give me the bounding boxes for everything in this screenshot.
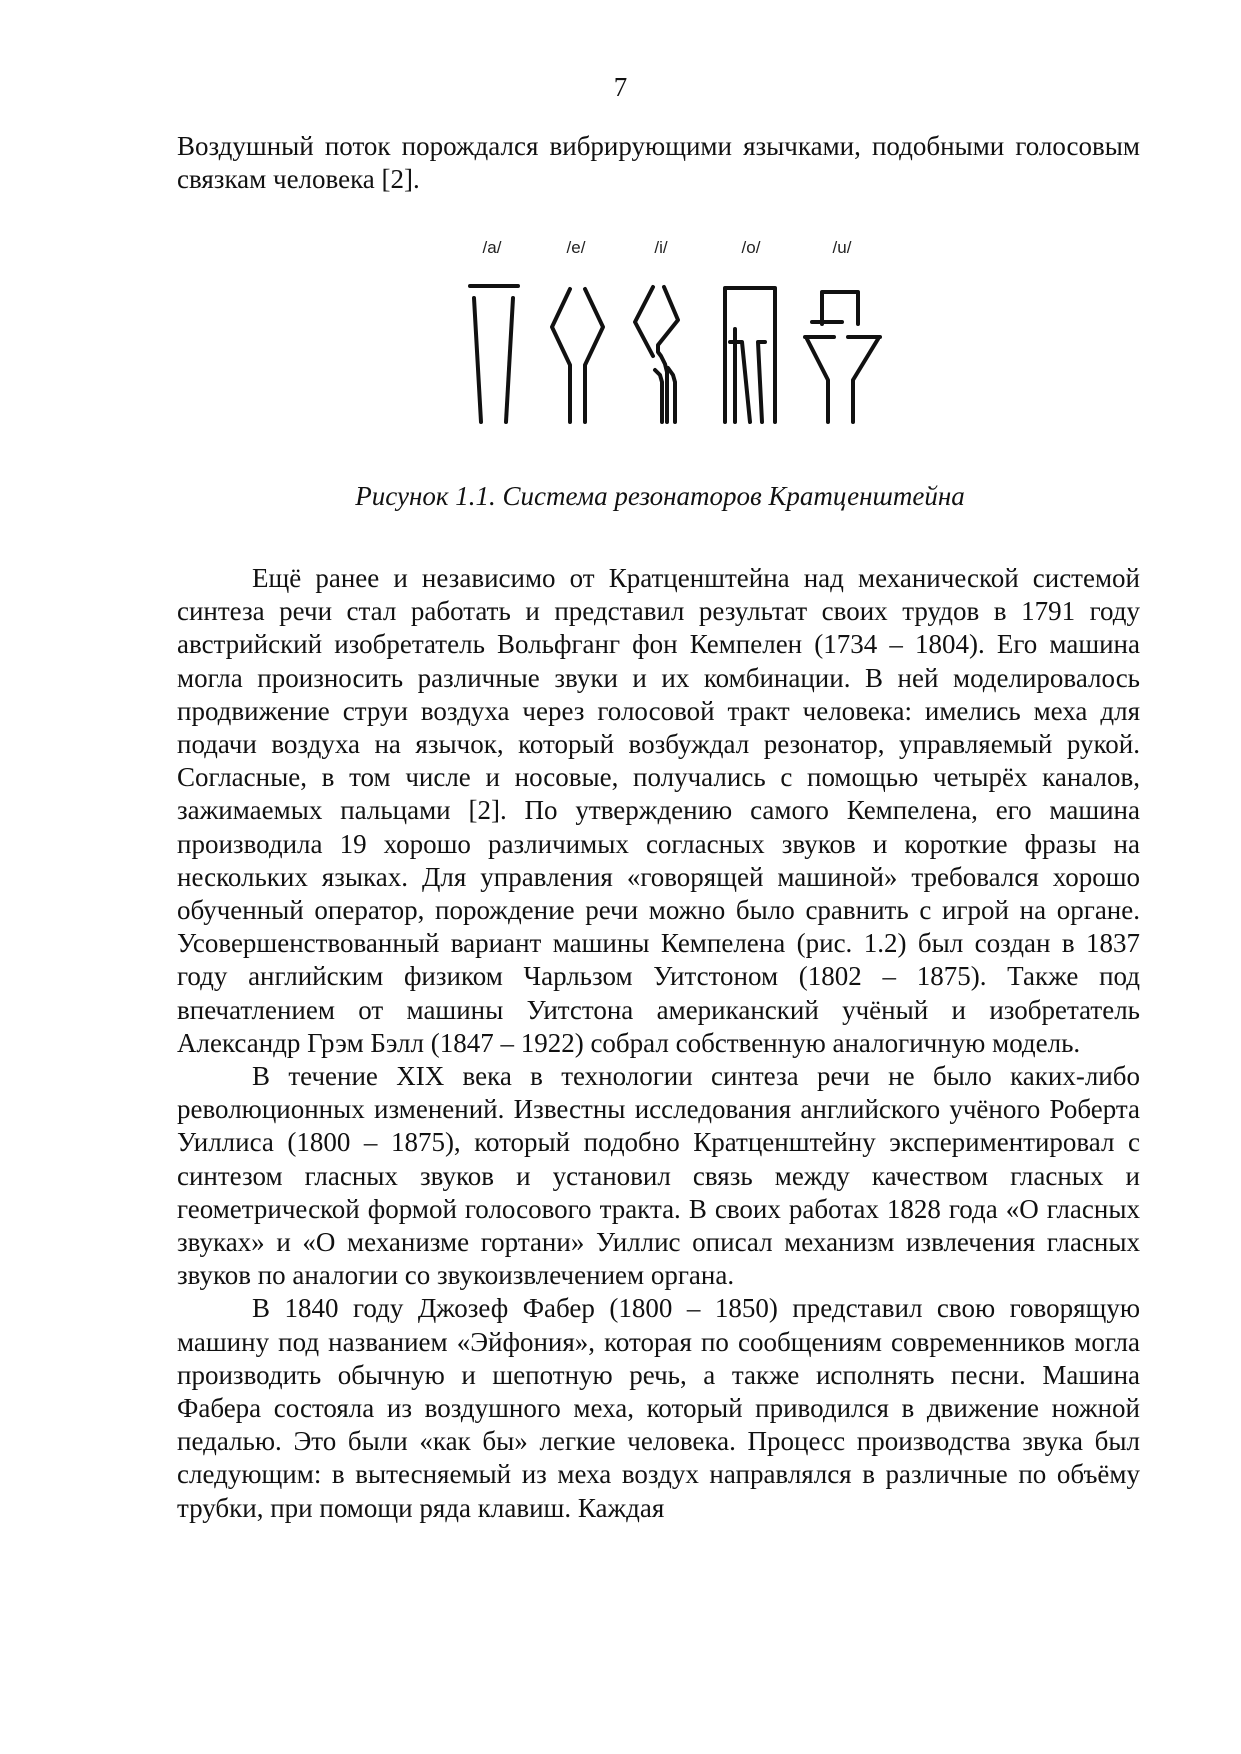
figure-caption: Рисунок 1.1. Система резонаторов Кратценштейна — [355, 481, 965, 511]
vowel-label-u: /u/ — [832, 238, 852, 257]
paragraph-willis: В течение XIX века в технологии синтеза речи не было каких-либо революционных изменений. Известны исследования английского учёного Роберта Уиллиса (1800 – 1875), который подобно Кратценштейну экспериментировал с синтезом гласных звуков и установил связь между качеством гласных и геометрической формой голосового тракта. В своих работах 1828 года «О гласных звуках» и «О механизме гортани» Уиллис описал механизм извлечения гласных звуков по аналогии со звукоизвлечением органа. — [177, 1061, 1140, 1291]
resonator-diagram — [450, 232, 910, 432]
page-number: 7 — [613, 72, 628, 102]
resonator-a-shape — [470, 286, 518, 422]
body-text-block — [177, 562, 1140, 1525]
intro-paragraph: Воздушный поток порождался вибрирующими язычками, подобными голосовым связкам человека [2]. — [177, 131, 1140, 195]
vowel-label-e: /e/ — [566, 238, 586, 257]
vowel-label-o: /o/ — [741, 238, 761, 257]
resonator-o-shape — [725, 288, 775, 422]
resonator-i-shape — [635, 287, 678, 422]
intro-paragraph-block — [177, 130, 1140, 196]
resonator-u-shape — [805, 292, 880, 422]
paragraph-faber: В 1840 году Джозеф Фабер (1800 – 1850) представил свою говорящую машину под названием «Эйфония», которая по сообщениям современников могла производить обычную и шепотную речь, а также исполнять песни. Машина Фабера состояла из воздушного меха, который приводился в движение ножной педалью. Это были «как бы» легкие человека. Процесс производства звука был следующим: в вытесняемый из меха воздух направлялся в различные по объёму трубки, при помощи ряда клавиш. Каждая — [177, 1293, 1140, 1523]
resonator-figure — [450, 232, 910, 432]
resonator-e-shape — [552, 289, 603, 422]
paragraph-kempelen: Ещё ранее и независимо от Кратценштейна над механической системой синтеза речи стал работать и представил результат своих трудов в 1791 году австрийский изобретатель Вольфганг фон Кемпелен (1734 – 1804). Его машина могла произносить различные звуки и их комбинации. В ней моделировалось продвижение струи воздуха через голосовой тракт человека: имелись меха для подачи воздуха на язычок, который возбуждал резонатор, управляемый рукой. Согласные, в том числе и носовые, получались с помощью четырёх каналов, зажимаемых пальцами [2]. По утверждению самого Кемпелена, его машина производила 19 хорошо различимых согласных звуков и короткие фразы на нескольких языках. Для управления «говорящей машиной» требовался хорошо обученный оператор, порождение речи можно было сравнить с игрой на органе. Усовершенствованный вариант машины Кемпелена (рис. 1.2) был создан в 1837 году английским физиком Чарльзом Уитстоном (1802 – 1875). Также под впечатлением от машины Уитстона американский учёный и изобретатель Александр Грэм Бэлл (1847 – 1922) собрал собственную аналогичную модель. — [177, 563, 1140, 1058]
vowel-label-i: /i/ — [654, 238, 668, 257]
vowel-label-a: /a/ — [482, 238, 502, 257]
